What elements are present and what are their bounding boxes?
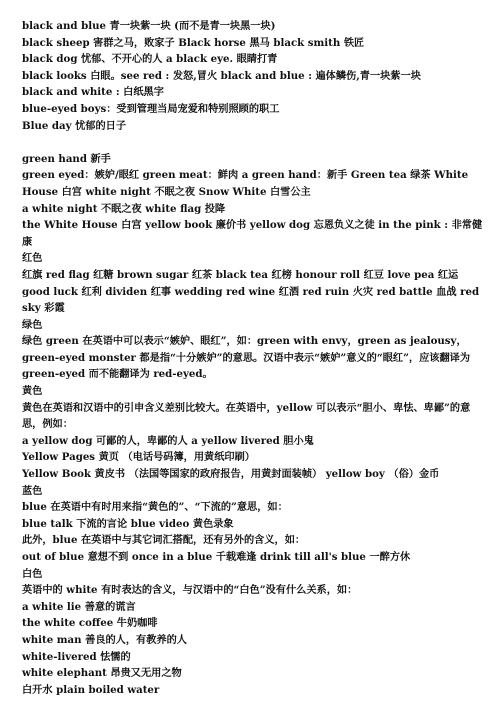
section-heading-red: 红色 (22, 252, 43, 265)
text-line: black looks 白眼。see red : 发怒,冒火 black and blue : 遍体鳞伤,青一块紫一块 (22, 69, 421, 82)
text-line: black and blue 青一块紫一块 (而不是青一块黑一块) (22, 20, 276, 32)
text-line: 红旗 red flag 红糖 brown sugar 红茶 black tea 红榜 honour roll 红豆 love pea 红运 good luck 红利 dividen 红事 wedding red wine 红酒 red ruin 火灾 red battle 血战 red sky 彩霞 (22, 268, 480, 315)
text-line: green hand 新手 (22, 152, 111, 165)
text-line: 英语中的 white 有时表达的含义，与汉语中的“白色”没有什么关系，如： (22, 584, 358, 597)
section-heading-white: 白色 (22, 567, 43, 580)
text-line: black dog 忧郁、不开心的人 a black eye. 眼睛打青 (22, 53, 278, 66)
text-line: 此外，blue 在英语中与其它词汇搭配，还有另外的含义，如： (22, 534, 306, 547)
text-line: Blue day 忧郁的日子 (22, 119, 127, 132)
text-line: black sheep 害群之马，败家子 Black horse 黑马 black smith 铁匠 (22, 36, 365, 49)
text-line: blue talk 下流的言论 blue video 黄色录象 (22, 517, 234, 530)
text-line: white man 善良的人，有教养的人 (22, 633, 187, 646)
text-line: Yellow Book 黄皮书 （法国等国家的政府报告，用黄封面装帧） yellow boy （俗）金币 (22, 468, 440, 481)
text-line: 绿色 green 在英语中可以表示“嫉妒、眼红”，如：green with envy，green as jealousy，green-eyed monster 都是指“十分嫉妒”的意思。汉语中表示“嫉妒”意义的“眼红”，应该翻译为 green-eyed 而不能翻译为 red-eyed。 (22, 335, 471, 381)
text-line: 黄色在英语和汉语中的引申含义差别比较大。在英语中，yellow 可以表示“胆小、卑怯、卑鄙”的意思，例如： (22, 401, 471, 431)
text-line: the White House 白宫 yellow book 廉价书 yellow dog 忘恩负义之徒 in the pink : 非常健康 (22, 219, 483, 248)
text-line: a yellow dog 可鄙的人，卑鄙的人 a yellow livered 胆小鬼 (22, 434, 314, 447)
text-line: out of blue 意想不到 once in a blue 千载难逢 drink till all's blue 一醉方休 (22, 551, 411, 563)
section-heading-yellow: 黄色 (22, 385, 43, 398)
text-line: 白开水 plain boiled water (22, 683, 160, 696)
text-line: white-livered 怯懦的 (22, 650, 131, 663)
text-line: the white coffee 牛奶咖啡 (22, 617, 158, 630)
blank-line (22, 134, 484, 151)
section-heading-blue: 蓝色 (22, 484, 43, 497)
text-line: white elephant 昂贵又无用之物 (22, 667, 182, 680)
document-body (22, 18, 484, 698)
text-line: Yellow Pages 黄页 （电话号码簿，用黄纸印刷） (22, 451, 255, 464)
section-heading-green: 绿色 (22, 318, 43, 331)
text-line: green eyed：嫉妒/眼红 green meat：鲜肉 a green hand：新手 Green tea 绿茶 White House 白宫 white night 不眠之夜 Snow White 白雪公主 (22, 169, 469, 198)
text-line: a white lie 善意的谎言 (22, 600, 136, 613)
text-line: black and white : 白纸黑字 (22, 86, 164, 99)
text-line: blue 在英语中有时用来指“黄色的”、“下流的”意思，如： (22, 501, 288, 514)
text-line: a white night 不眠之夜 white flag 投降 (22, 202, 226, 215)
text-line: blue-eyed boys：受到管理当局宠爱和特别照顾的职工 (22, 102, 280, 115)
